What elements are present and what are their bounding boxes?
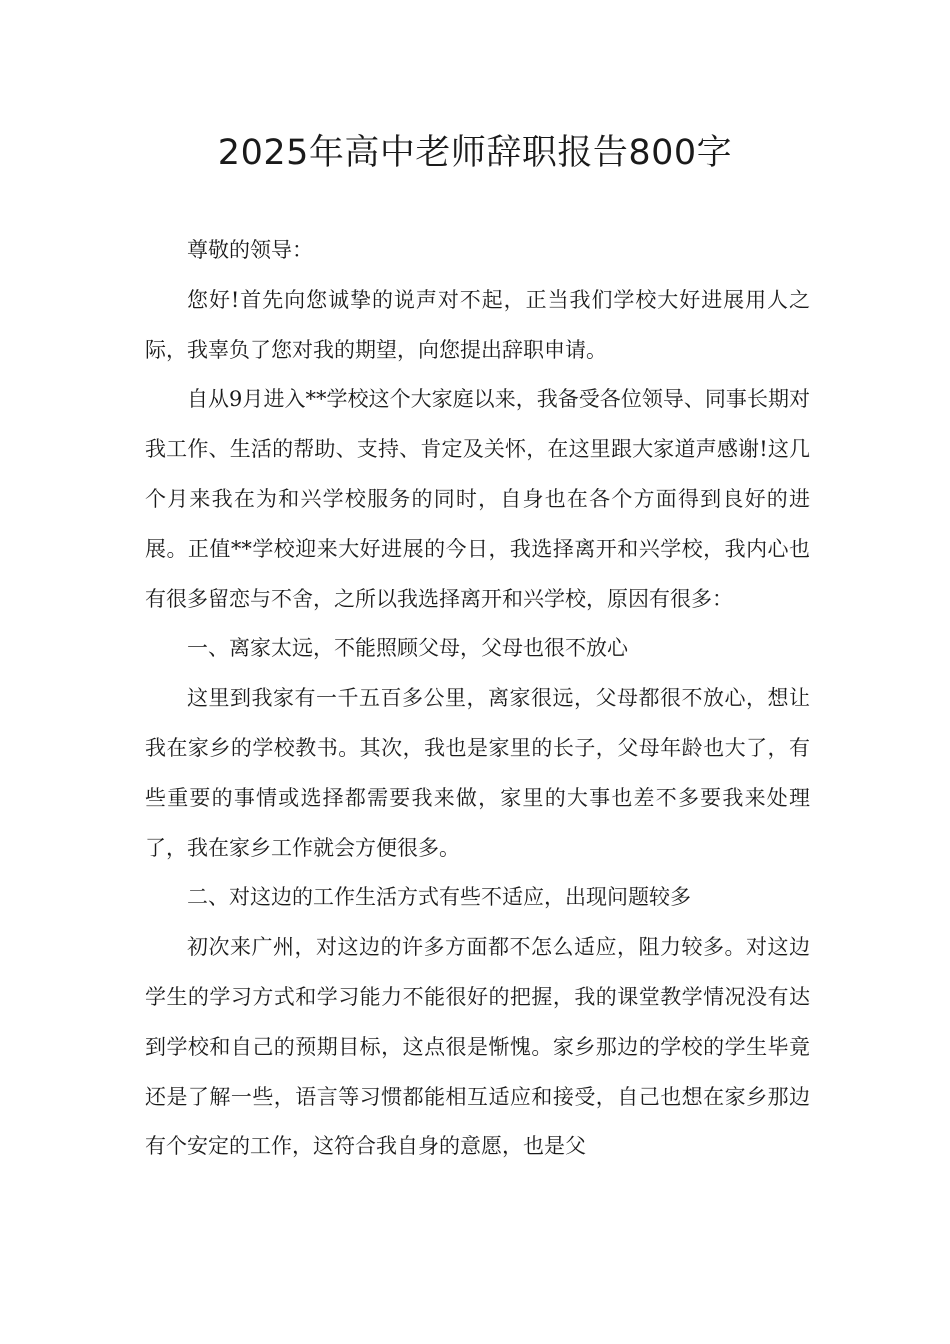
- paragraph-reason-1: 这里到我家有一千五百多公里，离家很远，父母都很不放心，想让我在家乡的学校教书。其次，我也是家里的长子，父母年龄也大了，有些重要的事情或选择都需要我来做，家里的大事也差不多要我来处理了，我在家乡工作就会方便很多。: [145, 686, 810, 860]
- salutation: 尊敬的领导：: [187, 238, 313, 262]
- document-title: 2025年高中老师辞职报告800字: [217, 133, 733, 173]
- paragraph-background: 自从9月进入**学校这个大家庭以来，我备受各位领导、同事长期对我工作、生活的帮助、支持、肯定及关怀，在这里跟大家道声感谢!这几个月来我在为和兴学校服务的同时，自身也在各个方面得到良好的进展。正值**学校迎来大好进展的今日，我选择离开和兴学校，我内心也有很多留恋与不舍，之所以我选择离开和兴学校，原因有很多：: [145, 387, 810, 611]
- reason-heading-1: 一、离家太远，不能照顾父母，父母也很不放心: [187, 636, 628, 661]
- paragraph-reason-2: 初次来广州，对这边的许多方面都不怎么适应，阻力较多。对这边学生的学习方式和学习能力不能很好的把握，我的课堂教学情况没有达到学校和自己的预期目标，这点很是惭愧。家乡那边的学校的学生毕竟还是了解一些，语言等习惯都能相互适应和接受，自己也想在家乡那边有个安定的工作，这符合我自身的意愿，也是父: [145, 935, 810, 1159]
- paragraph-apology: 您好!首先向您诚挚的说声对不起，正当我们学校大好进展用人之际，我辜负了您对我的期望，向您提出辞职申请。: [145, 287, 810, 362]
- reason-heading-2: 二、对这边的工作生活方式有些不适应，出现问题较多: [187, 885, 691, 910]
- document-body: [145, 226, 810, 1172]
